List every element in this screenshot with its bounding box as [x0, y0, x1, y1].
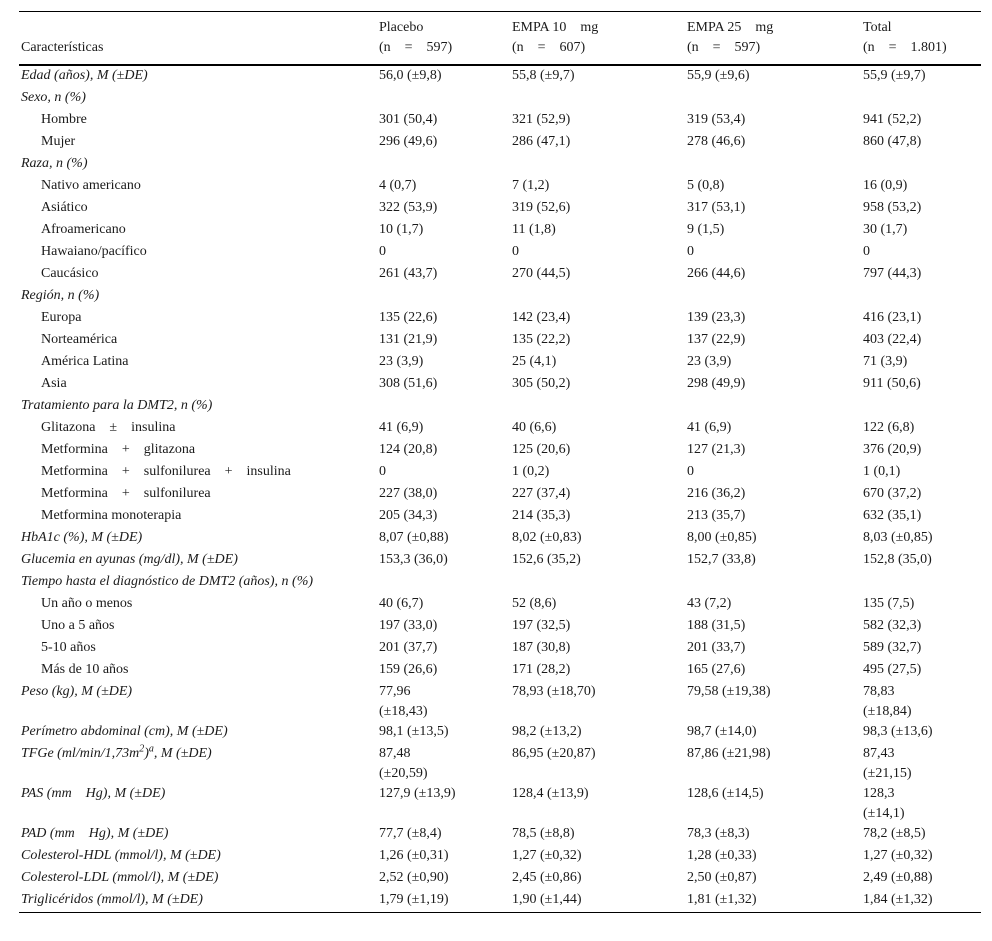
cell-empa25	[685, 396, 861, 418]
cell-empa10: 125 (20,6)	[512, 442, 571, 457]
cell-total: 376 (20,9)	[863, 442, 922, 457]
row-label: Perímetro abdominal (cm), M (±DE)	[21, 724, 228, 739]
cell-empa10: 78,93 (±18,70)	[512, 684, 596, 699]
row-label: Un año o menos	[41, 596, 133, 611]
cell-placebo	[377, 396, 510, 418]
cell-placebo: 159 (26,6)	[379, 662, 438, 677]
cell-empa10	[510, 572, 685, 594]
cell-empa10: 319 (52,6)	[512, 200, 571, 215]
cell-placebo	[377, 286, 510, 308]
cell-empa25	[685, 154, 861, 176]
table-header-row	[19, 12, 981, 66]
cell-placebo: 124 (20,8)	[379, 442, 438, 457]
cell-empa25: 216 (36,2)	[687, 486, 746, 501]
cell-empa25: 43 (7,2)	[687, 596, 732, 611]
cell-empa25: 319 (53,4)	[687, 112, 746, 127]
cell-placebo: 0	[379, 464, 386, 479]
table-row	[19, 132, 981, 154]
header-total: Total (n = 1.801)	[863, 20, 947, 55]
row-label: Uno a 5 años	[41, 618, 115, 633]
cell-empa25: 98,7 (±14,0)	[687, 724, 757, 739]
cell-placebo: 261 (43,7)	[379, 266, 438, 281]
cell-empa25: 128,6 (±14,5)	[687, 786, 764, 801]
cell-total: 87,43 (±21,15)	[863, 746, 912, 781]
cell-empa10: 2,45 (±0,86)	[512, 870, 582, 885]
cell-total: 797 (44,3)	[863, 266, 922, 281]
cell-placebo: 4 (0,7)	[379, 178, 417, 193]
cell-placebo: 56,0 (±9,8)	[379, 68, 442, 83]
cell-empa25: 2,50 (±0,87)	[687, 870, 757, 885]
row-label: Tiempo hasta el diagnóstico de DMT2 (años), n (%)	[21, 574, 314, 589]
cell-total: 0	[863, 244, 870, 259]
cell-placebo: 41 (6,9)	[379, 420, 424, 435]
cell-total: 135 (7,5)	[863, 596, 915, 611]
cell-empa25: 137 (22,9)	[687, 332, 746, 347]
cell-placebo: 205 (34,3)	[379, 508, 438, 523]
cell-empa25: 78,3 (±8,3)	[687, 826, 750, 841]
cell-empa10: 227 (37,4)	[512, 486, 571, 501]
table-row	[19, 176, 981, 198]
row-label: Tratamiento para la DMT2, n (%)	[21, 398, 213, 413]
table-row	[19, 528, 981, 550]
header-empa25: EMPA 25 mg (n = 597)	[687, 20, 774, 55]
cell-total: 911 (50,6)	[863, 376, 921, 391]
cell-empa10: 1,27 (±0,32)	[512, 848, 582, 863]
table-row	[19, 722, 981, 744]
table-row	[19, 484, 981, 506]
cell-empa10: 55,8 (±9,7)	[512, 68, 575, 83]
row-label: Hawaiano/pacífico	[41, 244, 147, 259]
cell-placebo: 201 (37,7)	[379, 640, 438, 655]
cell-placebo: 40 (6,7)	[379, 596, 424, 611]
table-row	[19, 744, 981, 784]
cell-total: 860 (47,8)	[863, 134, 922, 149]
table-container	[19, 11, 981, 913]
cell-placebo: 227 (38,0)	[379, 486, 438, 501]
row-label: Colesterol-HDL (mmol/l), M (±DE)	[21, 848, 221, 863]
table-row	[19, 396, 981, 418]
table-row	[19, 572, 981, 594]
cell-empa25: 266 (44,6)	[687, 266, 746, 281]
row-label: PAD (mm Hg), M (±DE)	[21, 826, 169, 841]
cell-empa25: 41 (6,9)	[687, 420, 732, 435]
table-row	[19, 198, 981, 220]
cell-total: 71 (3,9)	[863, 354, 908, 369]
cell-total: 495 (27,5)	[863, 662, 922, 677]
table-row	[19, 660, 981, 682]
header-caracteristicas: Características	[21, 40, 104, 55]
cell-empa10: 25 (4,1)	[512, 354, 557, 369]
cell-empa25: 278 (46,6)	[687, 134, 746, 149]
table-row	[19, 462, 981, 484]
cell-total: 30 (1,7)	[863, 222, 908, 237]
cell-total: 632 (35,1)	[863, 508, 922, 523]
cell-total: 403 (22,4)	[863, 332, 922, 347]
table-row	[19, 506, 981, 528]
cell-empa10	[510, 154, 685, 176]
cell-empa25: 188 (31,5)	[687, 618, 746, 633]
table-row	[19, 890, 981, 913]
cell-empa10: 8,02 (±0,83)	[512, 530, 582, 545]
cell-empa25: 9 (1,5)	[687, 222, 725, 237]
row-label: Metformina + sulfonilurea + insulina	[41, 464, 291, 479]
cell-total	[861, 88, 981, 110]
cell-placebo: 135 (22,6)	[379, 310, 438, 325]
row-label: Mujer	[41, 134, 76, 149]
row-label: HbA1c (%), M (±DE)	[21, 530, 143, 545]
cell-empa10: 187 (30,8)	[512, 640, 571, 655]
table-row	[19, 330, 981, 352]
cell-empa10: 270 (44,5)	[512, 266, 571, 281]
header-empa10: EMPA 10 mg (n = 607)	[512, 20, 599, 55]
table-row	[19, 88, 981, 110]
cell-empa25: 55,9 (±9,6)	[687, 68, 750, 83]
table-row	[19, 110, 981, 132]
cell-empa25: 152,7 (33,8)	[687, 552, 756, 567]
table-row	[19, 65, 981, 88]
cell-empa25: 79,58 (±19,38)	[687, 684, 771, 699]
table-row	[19, 154, 981, 176]
cell-placebo: 8,07 (±0,88)	[379, 530, 449, 545]
cell-empa25: 0	[687, 244, 694, 259]
table-row	[19, 682, 981, 722]
cell-empa10: 286 (47,1)	[512, 134, 571, 149]
header-placebo: Placebo (n = 597)	[379, 20, 453, 55]
cell-empa10: 1 (0,2)	[512, 464, 550, 479]
row-label: Norteamérica	[41, 332, 118, 347]
table-row	[19, 550, 981, 572]
row-label: Más de 10 años	[41, 662, 129, 677]
cell-empa25	[685, 286, 861, 308]
cell-empa10: 214 (35,3)	[512, 508, 571, 523]
table-row	[19, 846, 981, 868]
cell-placebo	[377, 572, 510, 594]
row-label: Metformina + glitazona	[41, 442, 196, 457]
cell-total: 1,27 (±0,32)	[863, 848, 933, 863]
row-label: PAS (mm Hg), M (±DE)	[21, 786, 166, 801]
table-row	[19, 220, 981, 242]
row-label: Glitazona ± insulina	[41, 420, 176, 435]
cell-total: 8,03 (±0,85)	[863, 530, 933, 545]
cell-total: 78,83 (±18,84)	[863, 684, 912, 719]
cell-empa25: 213 (35,7)	[687, 508, 746, 523]
cell-placebo: 98,1 (±13,5)	[379, 724, 449, 739]
row-label: TFGe $(ml/\min/1,73m^2)^a$, M (±DE)	[21, 743, 212, 761]
table-row	[19, 824, 981, 846]
cell-placebo: 23 (3,9)	[379, 354, 424, 369]
cell-empa10: 0	[512, 244, 519, 259]
cell-total	[861, 154, 981, 176]
row-label: Sexo, n (%)	[21, 90, 86, 105]
cell-placebo: 197 (33,0)	[379, 618, 438, 633]
cell-empa25: 139 (23,3)	[687, 310, 746, 325]
row-label: Colesterol-LDL (mmol/l), M (±DE)	[21, 870, 219, 885]
cell-total: 1 (0,1)	[863, 464, 901, 479]
cell-total: 98,3 (±13,6)	[863, 724, 933, 739]
cell-empa10: 128,4 (±13,9)	[512, 786, 589, 801]
table-row	[19, 242, 981, 264]
cell-empa10: 52 (8,6)	[512, 596, 557, 611]
row-label: Caucásico	[41, 266, 99, 281]
cell-empa10: 142 (23,4)	[512, 310, 571, 325]
cell-empa10: 78,5 (±8,8)	[512, 826, 575, 841]
row-label: Metformina + sulfonilurea	[41, 486, 211, 501]
cell-empa10	[510, 286, 685, 308]
cell-empa25: 317 (53,1)	[687, 200, 746, 215]
table-row	[19, 308, 981, 330]
table-body	[19, 65, 981, 913]
cell-total: 941 (52,2)	[863, 112, 922, 127]
cell-empa25: 0	[687, 464, 694, 479]
cell-total: 1,84 (±1,32)	[863, 892, 933, 907]
cell-total	[861, 572, 981, 594]
row-label: Peso (kg), M (±DE)	[21, 684, 133, 699]
cell-empa10: 7 (1,2)	[512, 178, 550, 193]
cell-empa25	[685, 572, 861, 594]
cell-placebo: 131 (21,9)	[379, 332, 438, 347]
table-row	[19, 868, 981, 890]
cell-total: 958 (53,2)	[863, 200, 922, 215]
row-label: Triglicéridos (mmol/l), M (±DE)	[21, 892, 203, 907]
cell-placebo: 77,96 (±18,43)	[379, 684, 428, 719]
row-label: Nativo americano	[41, 178, 141, 193]
table-row	[19, 784, 981, 824]
cell-empa10: 98,2 (±13,2)	[512, 724, 582, 739]
cell-placebo: 1,79 (±1,19)	[379, 892, 449, 907]
table-row	[19, 286, 981, 308]
row-label: Región, n (%)	[21, 288, 100, 303]
table-row	[19, 440, 981, 462]
row-label: Metformina monoterapia	[41, 508, 182, 523]
table-row	[19, 638, 981, 660]
cell-empa25: 201 (33,7)	[687, 640, 746, 655]
cell-empa10: 11 (1,8)	[512, 222, 556, 237]
cell-empa10: 305 (50,2)	[512, 376, 571, 391]
row-label: Asia	[41, 376, 67, 391]
cell-total: 589 (32,7)	[863, 640, 922, 655]
characteristics-table	[19, 11, 981, 913]
cell-empa10: 86,95 (±20,87)	[512, 746, 596, 761]
cell-placebo: 10 (1,7)	[379, 222, 424, 237]
cell-empa25: 127 (21,3)	[687, 442, 746, 457]
cell-empa10	[510, 88, 685, 110]
cell-empa10: 171 (28,2)	[512, 662, 571, 677]
cell-placebo	[377, 154, 510, 176]
row-label: Hombre	[41, 112, 87, 127]
cell-empa25	[685, 88, 861, 110]
cell-placebo: 127,9 (±13,9)	[379, 786, 456, 801]
cell-empa10: 1,90 (±1,44)	[512, 892, 582, 907]
row-label: América Latina	[41, 354, 129, 369]
cell-empa25: 87,86 (±21,98)	[687, 746, 771, 761]
table-row	[19, 264, 981, 286]
cell-total: 2,49 (±0,88)	[863, 870, 933, 885]
cell-placebo: 301 (50,4)	[379, 112, 438, 127]
row-label: Raza, n (%)	[21, 156, 88, 171]
cell-empa10	[510, 396, 685, 418]
cell-placebo: 296 (49,6)	[379, 134, 438, 149]
cell-empa10: 40 (6,6)	[512, 420, 557, 435]
cell-placebo: 0	[379, 244, 386, 259]
cell-placebo: 87,48 (±20,59)	[379, 746, 428, 781]
cell-placebo	[377, 88, 510, 110]
cell-total	[861, 396, 981, 418]
cell-empa25: 165 (27,6)	[687, 662, 746, 677]
cell-placebo: 322 (53,9)	[379, 200, 438, 215]
table-row	[19, 594, 981, 616]
cell-placebo: 308 (51,6)	[379, 376, 438, 391]
cell-total: 152,8 (35,0)	[863, 552, 932, 567]
row-label: Europa	[41, 310, 82, 325]
cell-empa25: 1,81 (±1,32)	[687, 892, 757, 907]
cell-total: 416 (23,1)	[863, 310, 922, 325]
cell-empa10: 152,6 (35,2)	[512, 552, 581, 567]
table-row	[19, 374, 981, 396]
cell-total: 16 (0,9)	[863, 178, 908, 193]
row-label: Glucemia en ayunas (mg/dl), M (±DE)	[21, 552, 238, 567]
table-row	[19, 418, 981, 440]
cell-placebo: 77,7 (±8,4)	[379, 826, 442, 841]
cell-total: 670 (37,2)	[863, 486, 922, 501]
cell-total: 128,3 (±14,1)	[863, 786, 905, 821]
cell-empa25: 23 (3,9)	[687, 354, 732, 369]
row-label: Edad (años), M (±DE)	[21, 68, 148, 83]
row-label: Afroamericano	[41, 222, 126, 237]
cell-total	[861, 286, 981, 308]
cell-total: 582 (32,3)	[863, 618, 922, 633]
cell-placebo: 1,26 (±0,31)	[379, 848, 449, 863]
cell-total: 122 (6,8)	[863, 420, 915, 435]
cell-total: 55,9 (±9,7)	[863, 68, 926, 83]
table-row	[19, 352, 981, 374]
cell-empa25: 5 (0,8)	[687, 178, 725, 193]
cell-empa10: 321 (52,9)	[512, 112, 571, 127]
cell-total: 78,2 (±8,5)	[863, 826, 926, 841]
cell-empa25: 298 (49,9)	[687, 376, 746, 391]
cell-empa25: 8,00 (±0,85)	[687, 530, 757, 545]
cell-empa10: 197 (32,5)	[512, 618, 571, 633]
cell-empa10: 135 (22,2)	[512, 332, 571, 347]
cell-placebo: 2,52 (±0,90)	[379, 870, 449, 885]
row-label: Asiático	[41, 200, 88, 215]
table-row	[19, 616, 981, 638]
cell-empa25: 1,28 (±0,33)	[687, 848, 757, 863]
cell-placebo: 153,3 (36,0)	[379, 552, 448, 567]
row-label: 5-10 años	[41, 640, 96, 655]
